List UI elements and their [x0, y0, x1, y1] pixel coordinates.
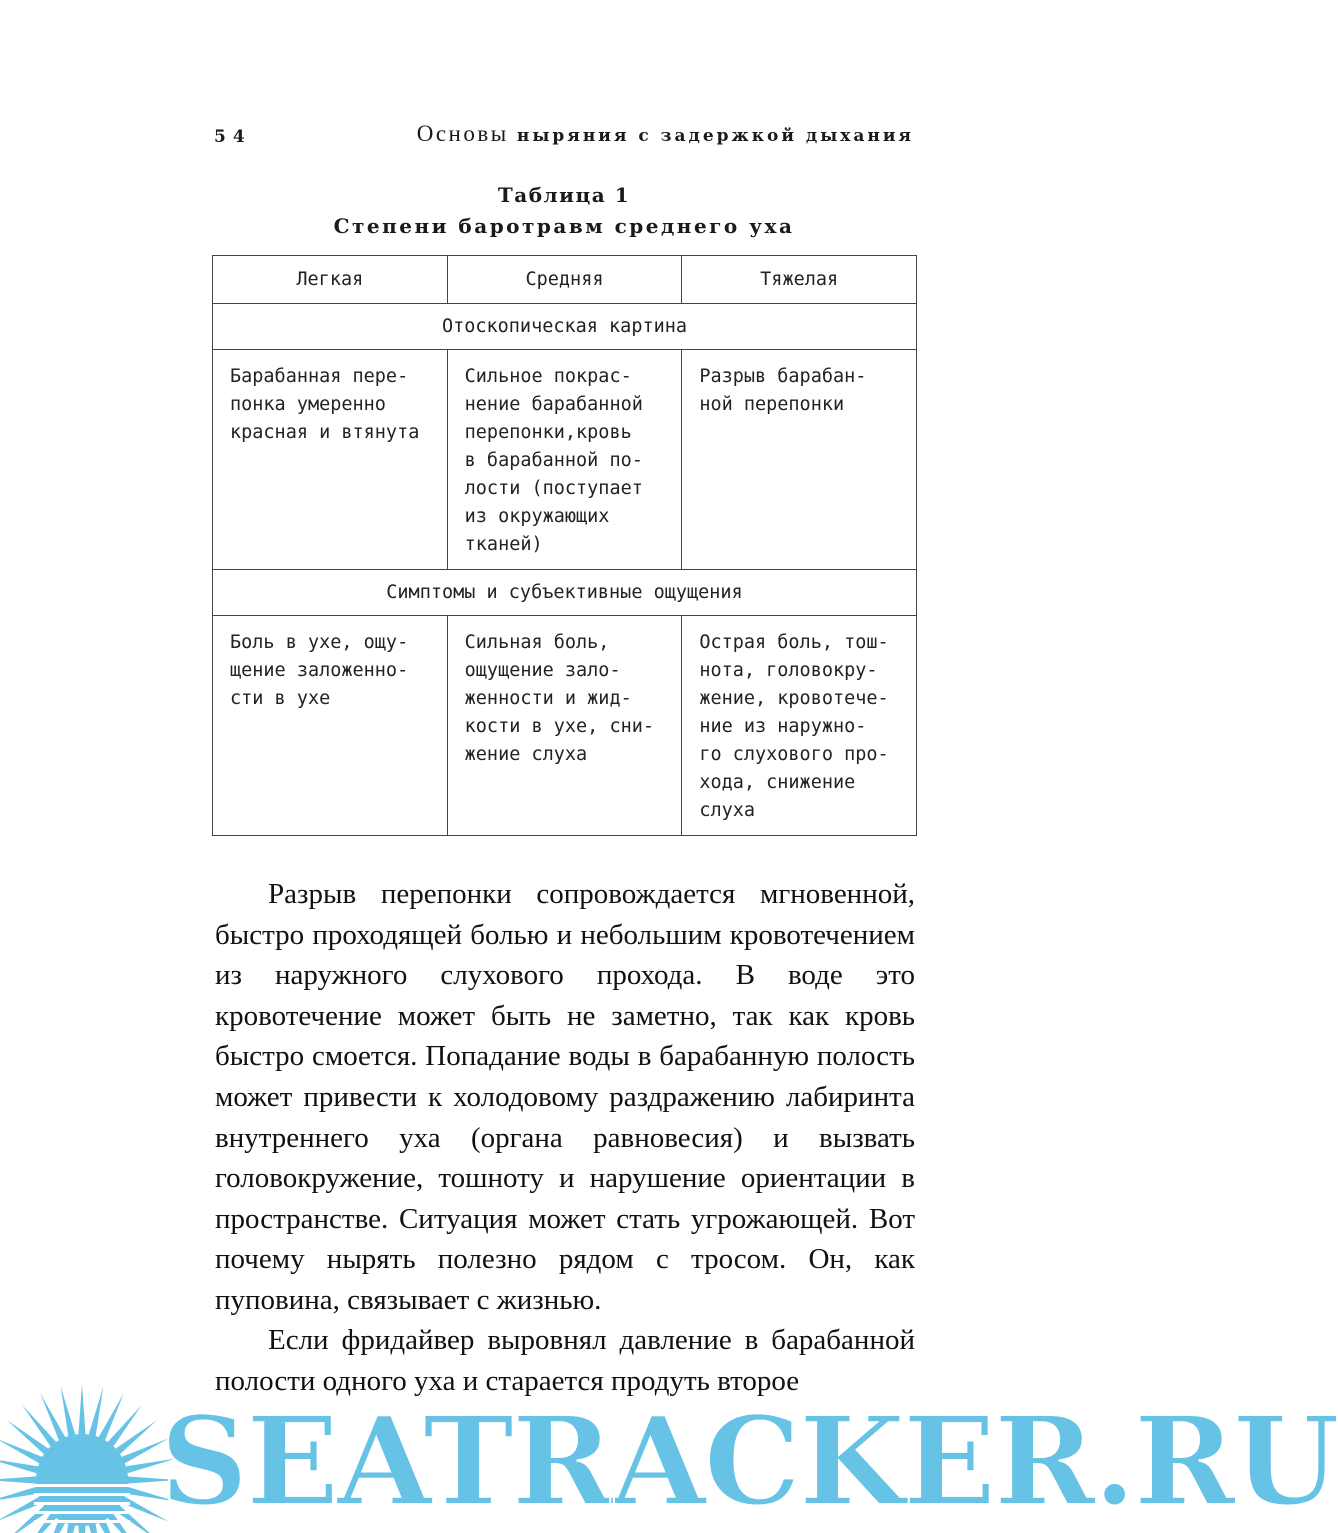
body-paragraph-1 [215, 874, 915, 1321]
table-cell-symptoms-mild: Боль в ухе, ощу- щение заложенно- сти в ухе [213, 616, 448, 836]
section-title-symptoms: Симптомы и субъективные ощущения [213, 570, 917, 616]
table-caption-title: Степени баротравм среднего уха [333, 214, 795, 238]
section-title-otoscopy: Отоскопическая картина [213, 304, 917, 350]
column-header-moderate: Средняя [447, 256, 682, 304]
table-cell-symptoms-moderate: Сильная боль, ощущение зало- женности и жид- кости в ухе, сни- жение слуха [447, 616, 682, 836]
section-row-otoscopy [213, 304, 917, 350]
column-header-mild: Легкая [213, 256, 448, 304]
running-header-rest: ныряния с задержкой дыхания [516, 126, 914, 146]
running-header [417, 121, 914, 147]
column-header-severe: Тяжелая [682, 256, 917, 304]
table-caption-number: Таблица 1 [497, 183, 631, 207]
section-row-symptoms [213, 570, 917, 616]
paragraph-text: Если фридайвер выровнял давление в барабанной полости одного уха и старается продуть второе [215, 1324, 915, 1397]
table-row [213, 350, 917, 570]
barotrauma-table [212, 255, 917, 836]
running-header-lead: Основы [416, 121, 509, 146]
table-header-row [213, 256, 917, 304]
table-cell-otoscopy-mild: Барабанная пере- понка умеренно красная и втянута [213, 350, 448, 570]
page-number: 54 [214, 127, 252, 147]
table-cell-symptoms-severe: Острая боль, тош- нота, головокру- жение, кровотече- ние из наружно- го слухового про- хода, снижение слуха [682, 616, 917, 836]
table-row [213, 616, 917, 836]
table-cell-otoscopy-severe: Разрыв барабан- ной перепонки [682, 350, 917, 570]
watermark-text: SEATRACKER.RU [160, 1389, 1338, 1533]
table-cell-otoscopy-moderate: Сильное покрас- нение барабанной перепонки,кровь в барабанной по- лости (поступает из окружающих тканей) [447, 350, 682, 570]
paragraph-text: Разрыв перепонки сопровождается мгновенной, быстро проходящей болью и небольшим кровотечением из наружного слухового прохода. В воде это кровотечение может быть не заметно, так как кровь быстро смоется. Попадание воды в барабанную полость может привести к холодовому раздражению лабиринта внутреннего уха (органа равновесия) и вызвать головокружение, тошноту и нарушение ориентации в пространстве. Ситуация может стать угрожающей. Вот почему нырять полезно рядом с тросом. Он, как пуповина, связывает с жизнью. [215, 878, 915, 1316]
